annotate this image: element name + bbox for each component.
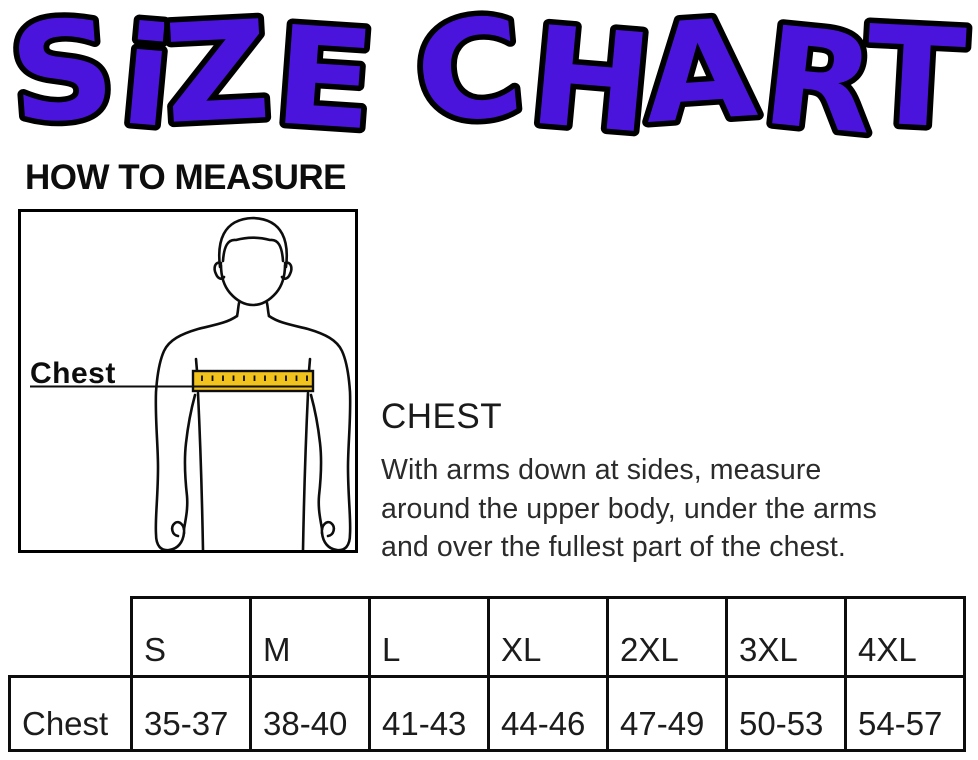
size-column-header: M — [251, 598, 370, 677]
size-column-header: L — [370, 598, 489, 677]
chest-measurement-row — [10, 677, 965, 751]
figure-right-arm-outline — [269, 316, 350, 550]
size-column-header: 3XL — [727, 598, 846, 677]
size-column-header: XL — [489, 598, 608, 677]
chest-value-cell: 41-43 — [370, 677, 489, 751]
chest-value-cell: 35-37 — [132, 677, 251, 751]
chest-value-cell: 50-53 — [727, 677, 846, 751]
figure-right-thumb — [322, 522, 334, 536]
measurement-diagram — [18, 209, 358, 553]
chest-value-cell: 38-40 — [251, 677, 370, 751]
size-column-header: 2XL — [608, 598, 727, 677]
chest-value-cell: 47-49 — [608, 677, 727, 751]
measuring-tape — [193, 371, 313, 391]
figure-left-inner-arm — [184, 395, 195, 529]
figure-face-outline — [221, 265, 285, 305]
size-column-header: 4XL — [846, 598, 965, 677]
instruction-line: and over the fullest part of the chest. — [381, 531, 846, 563]
size-chart-table — [8, 596, 966, 752]
diagram-chest-label: Chest — [30, 357, 116, 390]
table-corner-spacer — [10, 598, 132, 677]
chest-value-cell: 44-46 — [489, 677, 608, 751]
figure-left-thumb — [172, 522, 184, 536]
figure-right-inner-arm — [311, 395, 322, 529]
instruction-line: With arms down at sides, measure — [381, 454, 822, 486]
title-wordart — [0, 0, 978, 156]
figure-left-arm-outline — [156, 316, 237, 550]
chest-instructions-heading: CHEST — [381, 397, 503, 436]
instruction-line: around the upper body, under the arms — [381, 492, 877, 525]
chest-instructions-body — [381, 451, 877, 567]
size-column-header: S — [132, 598, 251, 677]
chest-instructions-section — [381, 397, 877, 567]
size-header-row — [10, 598, 965, 677]
torso-figure-illustration — [21, 212, 355, 550]
chest-row-label: Chest — [10, 677, 132, 751]
page-title: SiZE CHART — [5, 0, 963, 156]
figure-hairline — [223, 238, 283, 261]
chest-value-cell: 54-57 — [846, 677, 965, 751]
how-to-measure-heading: HOW TO MEASURE — [25, 158, 346, 197]
